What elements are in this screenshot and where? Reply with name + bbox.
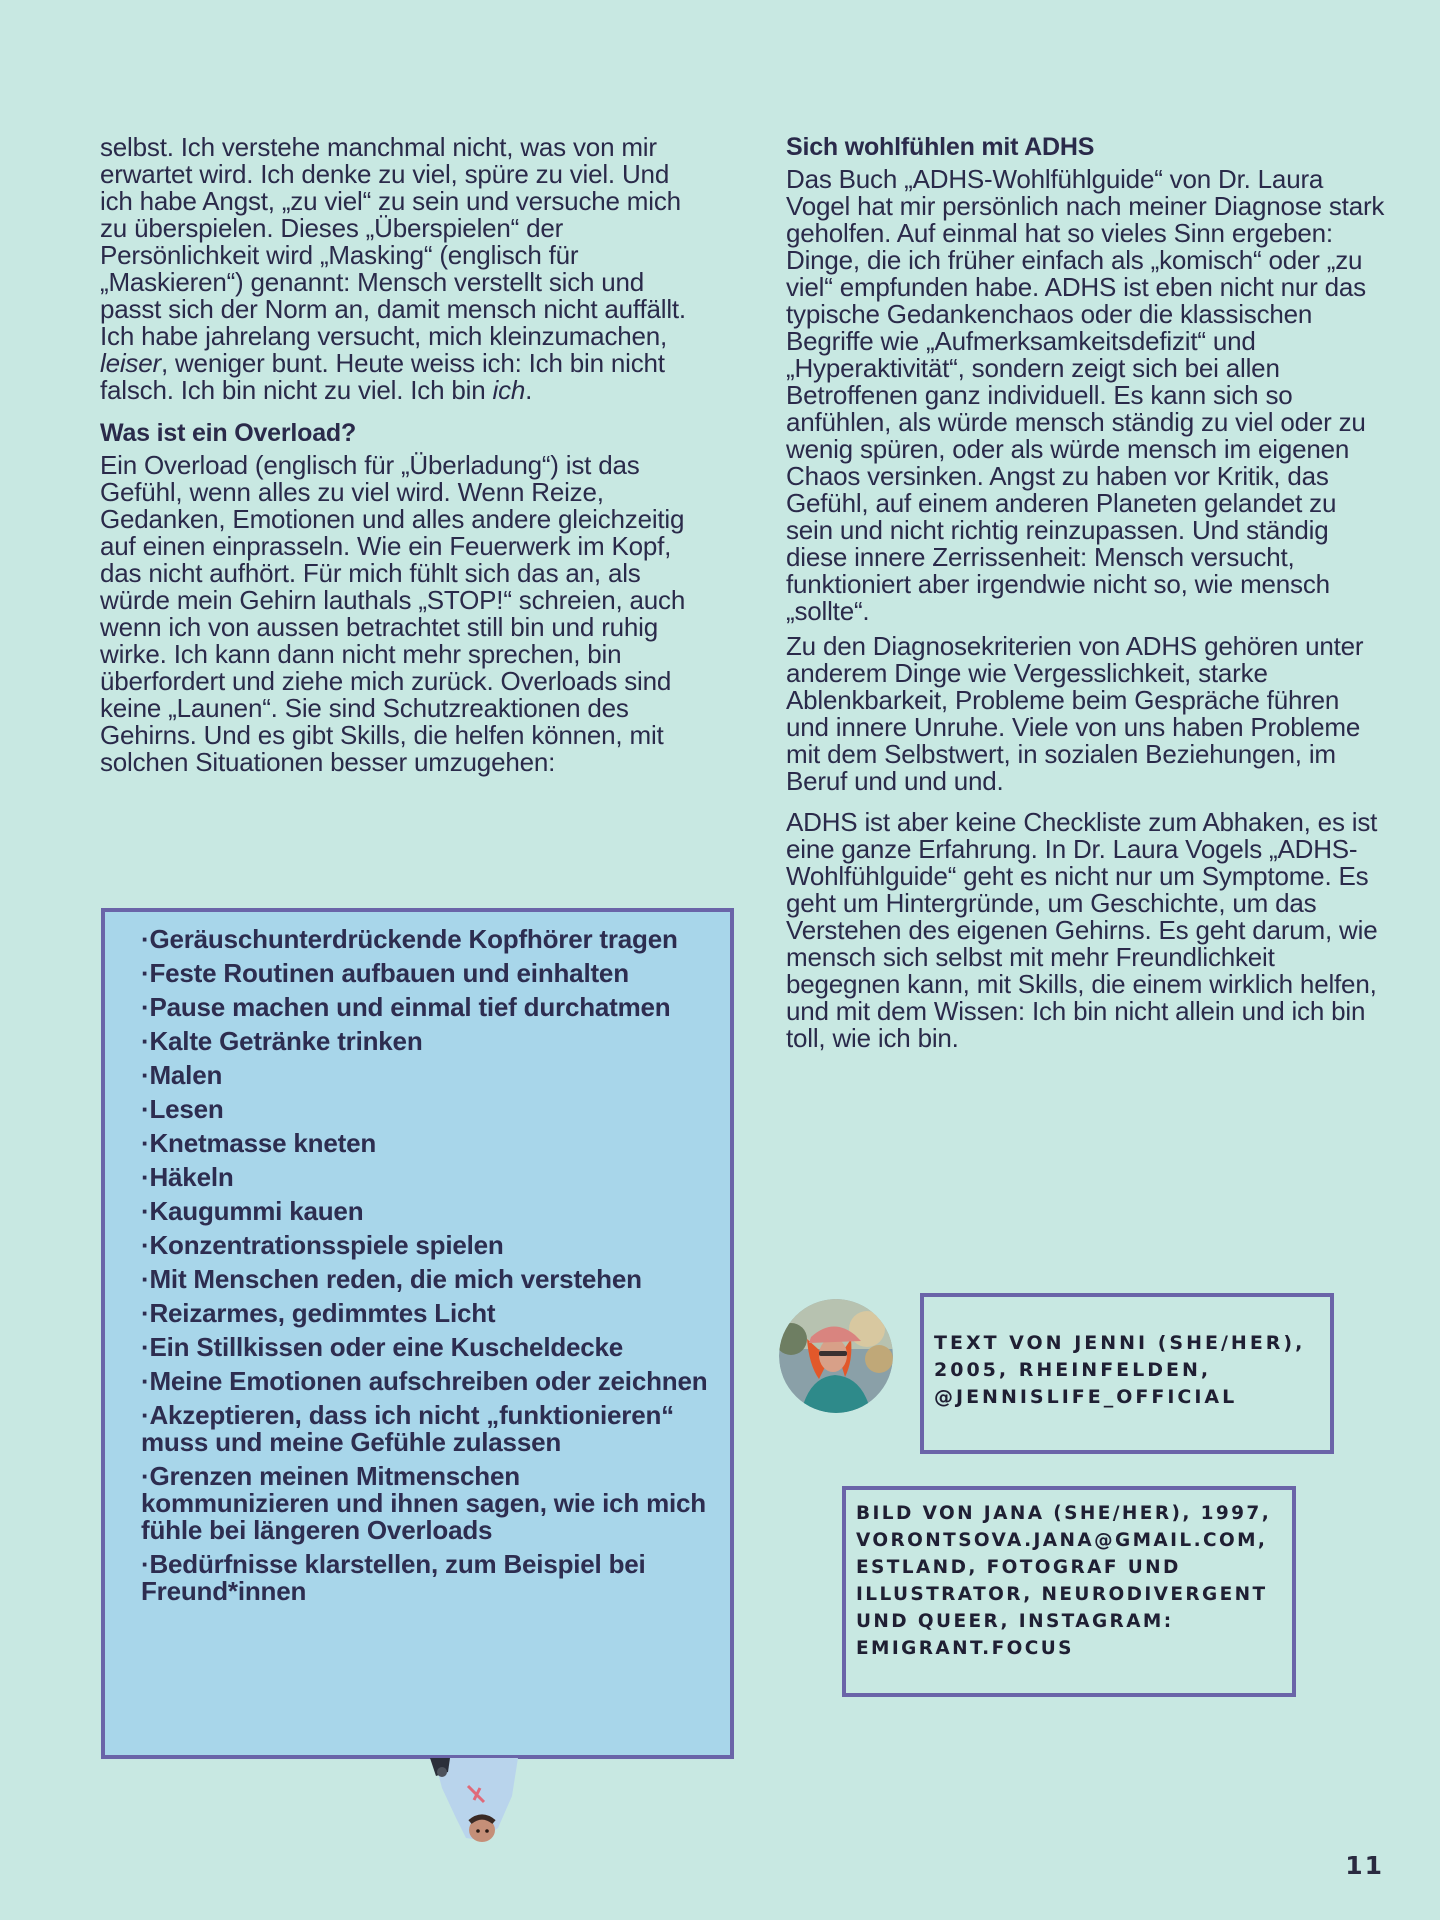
skills-box [101, 908, 734, 1759]
image-credit-box [842, 1486, 1296, 1697]
page-number: 11 [1345, 1851, 1384, 1880]
skill-item: · Grenzen meinen Mitmenschen kommunizieren und ihnen sagen, wie ich mich fühle bei längeren Overloads [141, 1463, 714, 1544]
right-paragraph: ADHS ist aber keine Checkliste zum Abhaken, es ist eine ganze Erfahrung. In Dr. Laura Vogels „ADHS-Wohlfühlguide“ geht es nicht nur um Symptome. Es geht um Hintergründe, um Geschichte, um das Verstehen des eigenen Gehirns. Es geht darum, wie mensch sich selbst mit mehr Freundlichkeit begegnen kann, mit Skills, die einem wirklich helfen, und mit dem Wissen: Ich bin nicht allein und ich bin toll, wie ich bin. [786, 807, 1378, 1053]
skill-item: · Reizarmes, gedimmtes Licht [141, 1300, 714, 1327]
skill-item: · Mit Menschen reden, die mich verstehen [141, 1266, 714, 1293]
right-paragraph: Zu den Diagnosekriterien von ADHS gehören unter anderem Dinge wie Vergesslichkeit, starke Ablenkbarkeit, Probleme beim Gespräche führen und innere Unruhe. Viele von uns haben Probleme mit dem Selbstwert, in sozialen Beziehungen, im Beruf und und und. [786, 631, 1364, 796]
overload-heading: Was ist ein Overload? [100, 419, 357, 447]
right-column [786, 132, 1386, 1060]
skill-item: · Ein Stillkissen oder eine Kuscheldecke [141, 1334, 714, 1361]
author-credit-box [920, 1293, 1334, 1454]
author-credit-text: TEXT VON JENNI (SHE/HER), 2005, RHEINFELDEN, @JENNISLIFE_OFFICIAL [934, 1332, 1306, 1408]
intro-paragraph: selbst. Ich verstehe manchmal nicht, was von mir erwartet wird. Ich denke zu viel, spüre zu viel. Und ich habe Angst, „zu viel“ zu sein und versuche mich zu überspielen. Dieses „Überspielen“ der Persönlichkeit wird „Masking“ (englisch für „Maskieren“) genannt: Mensch verstellt sich und passt sich der Norm an, damit mensch nicht auffällt. Ich habe jahrelang versucht, mich kleinzumachen, leiser, weniger bunt. Heute weiss ich: Ich bin nicht falsch. Ich bin nicht zu viel. Ich bin ich. [100, 132, 686, 405]
skill-item: · Häkeln [141, 1164, 714, 1191]
skill-item: · Akzeptieren, dass ich nicht „funktionieren“ muss und meine Gefühle zulassen [141, 1402, 714, 1456]
image-credit-text: BILD VON JANA (SHE/HER), 1997, VORONTSOVA.JANA@GMAIL.COM, ESTLAND, FOTOGRAF UND ILLUSTRATOR, NEURODIVERGENT UND QUEER, INSTAGRAM: EMIGRANT.FOCUS [856, 1503, 1272, 1659]
skill-item: · Meine Emotionen aufschreiben oder zeichnen [141, 1368, 714, 1395]
skill-item: · Knetmasse kneten [141, 1130, 714, 1157]
right-paragraph: Das Buch „ADHS-Wohlfühlguide“ von Dr. Laura Vogel hat mir persönlich nach meiner Diagnose stark geholfen. Auf einmal hat so vieles Sinn ergeben: Dinge, die ich früher einfach als „komisch“ oder „zu viel“ empfunden habe. ADHS ist eben nicht nur das typische Gedankenchaos oder die klassischen Begriffe wie „Aufmerksamkeitsdefizit“ und „Hyperaktivität“, sondern zeigt sich bei allen Betroffenen ganz individuell. Es kann sich so anfühlen, als würde mensch ständig zu viel oder zu wenig spüren, oder als würde mensch im eigenen Chaos versinken. Angst zu haben vor Kritik, das Gefühl, auf einem anderen Planeten gelandet zu sein und nicht richtig reinzupassen. Und ständig diese innere Zerrissenheit: Mensch versucht, funktioniert aber irgendwie nicht so, wie mensch „sollte“. [786, 164, 1385, 626]
photo-cutout-illustration [428, 1758, 524, 1844]
skill-item: · Konzentrationsspiele spielen [141, 1232, 714, 1259]
emphasis-leiser: leiser [100, 348, 161, 378]
skill-item: · Kalte Getränke trinken [141, 1028, 714, 1055]
left-column [100, 134, 700, 784]
skill-item: · Kaugummi kauen [141, 1198, 714, 1225]
emphasis-ich: ich [492, 375, 526, 405]
skill-item: · Feste Routinen aufbauen und einhalten [141, 960, 714, 987]
skill-item: · Bedürfnisse klarstellen, zum Beispiel bei Freund*innen [141, 1551, 714, 1605]
author-avatar [779, 1299, 893, 1413]
skill-item: · Lesen [141, 1096, 714, 1123]
skills-list [141, 926, 714, 1605]
adhs-heading: Sich wohlfühlen mit ADHS [786, 133, 1095, 161]
skill-item: · Pause machen und einmal tief durchatmen [141, 994, 714, 1021]
skill-item: · Geräuschunterdrückende Kopfhörer tragen [141, 926, 714, 953]
skill-item: · Malen [141, 1062, 714, 1089]
overload-paragraph: Ein Overload (englisch für „Überladung“) ist das Gefühl, wenn alles zu viel wird. Wenn Reize, Gedanken, Emotionen und alles andere gleichzeitig auf einen einprasseln. Wie ein Feuerwerk im Kopf, das nicht aufhört. Für mich fühlt sich das an, als würde mein Gehirn lauthals „STOP!“ schreien, auch wenn ich von aussen betrachtet still bin und ruhig wirke. Ich kann dann nicht mehr sprechen, bin überfordert und ziehe mich zurück. Overloads sind keine „Launen“. Sie sind Schutzreaktionen des Gehirns. Und es gibt Skills, die helfen können, mit solchen Situationen besser umzugehen: [100, 450, 686, 777]
